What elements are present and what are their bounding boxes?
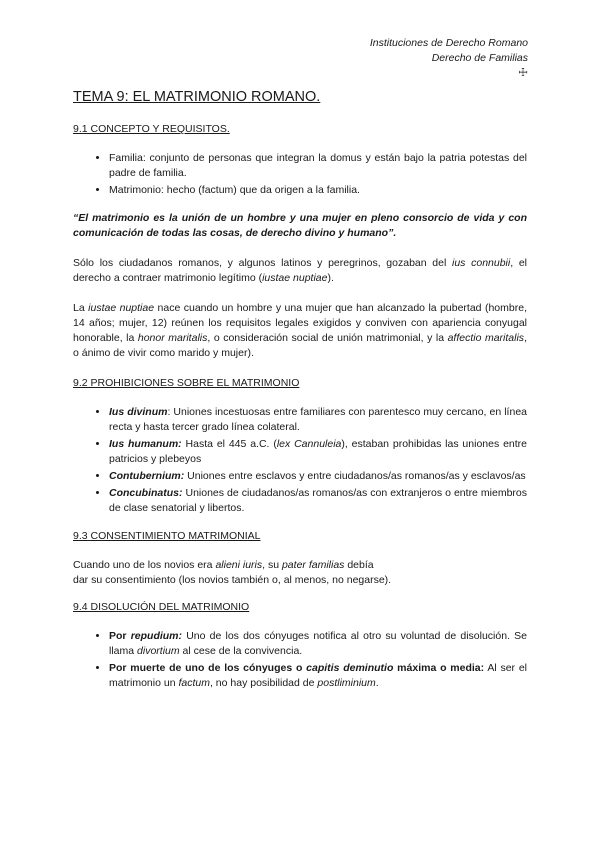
term-ius-connubii: ius connubii: [451, 257, 511, 269]
text-run: Uniones incestuosas entre familiares con parentesco muy cercano, en línea recta y hasta tercer grado línea colateral.: [109, 406, 527, 433]
bullet-list-prohibitions: [73, 405, 527, 516]
cross-icon: ☩: [518, 67, 528, 79]
term-alieni-iuris: alieni iuris: [215, 559, 263, 571]
section-heading-9-1: 9.1 CONCEPTO Y REQUISITOS.: [73, 123, 230, 135]
text-run: Hasta el 445 a.C. (: [185, 438, 277, 450]
text-run: al cese de la convivencia.: [179, 645, 303, 657]
term-affectio-maritalis: affectio maritalis: [447, 332, 525, 344]
text-run: , o ánimo de vivir como marido y mujer).: [73, 332, 527, 359]
text-run: Al ser el matrimonio un: [109, 662, 528, 689]
list-item-contubernium: [109, 469, 527, 484]
term-honor-maritalis: honor maritalis: [137, 332, 208, 344]
text-run: dar su consentimiento (los novios también o, al menos, no negarse).: [73, 574, 392, 586]
term-contubernium: Contubernium:: [109, 470, 185, 482]
text-run: Uno de los dos cónyuges notifica al otro su voluntad de disolución. Se llama: [109, 630, 528, 657]
section-heading-9-4: 9.4 DISOLUCIÓN DEL MATRIMONIO: [73, 601, 250, 613]
page-header: [370, 36, 528, 80]
page-title: TEMA 9: EL MATRIMONIO ROMANO.: [73, 89, 321, 105]
text-run: , el derecho a contraer matrimonio legítimo (: [73, 257, 527, 284]
paragraph-ius-connubii: [73, 256, 527, 286]
document-body: [73, 88, 527, 704]
bullet-list-definitions: [73, 151, 527, 198]
text-run: , no hay posibilidad de: [209, 677, 318, 689]
header-subject: Derecho de Familias: [431, 52, 528, 64]
text-run: ).: [327, 272, 334, 284]
text-run: Sólo los ciudadanos romanos, y algunos latinos y peregrinos, gozaban del: [73, 257, 452, 269]
text-run: Cuando uno de los novios era: [73, 559, 216, 571]
term-concubinatus: Concubinatus:: [109, 487, 183, 499]
section-heading-9-3: 9.3 CONSENTIMIENTO MATRIMONIAL: [73, 530, 261, 542]
list-item-matrimonio: • Matrimonio: hecho (factum) que da origen a la familia.: [109, 183, 527, 198]
list-item-muerte: [109, 661, 527, 691]
text-run: máxima o media:: [393, 662, 485, 674]
list-item-ius-humanum: [109, 437, 527, 467]
text-run: :: [167, 406, 174, 418]
text-run: Uniones entre esclavos y entre ciudadanos/as romanos/as y esclavos/as: [187, 470, 526, 482]
paragraph-consentimiento: [73, 558, 527, 588]
text-run: Uniones de ciudadanos/as romanos/as con extranjeros o entre miembros de clase senatorial y libertos.: [109, 487, 527, 514]
text-run: Por muerte de uno de los cónyuges o: [109, 662, 307, 674]
text-run: ), estaban prohibidas las uniones entre patricios y plebeyos: [109, 438, 527, 465]
term-capitis-deminutio: capitis deminutio: [306, 662, 394, 674]
term-postliminium: postliminium: [317, 677, 376, 689]
text-run: debía: [344, 559, 374, 571]
term-divortium: divortium: [137, 645, 180, 657]
list-item-concubinatus: [109, 486, 527, 516]
text-run: , o consideración social de unión matrimonial, y la: [207, 332, 448, 344]
term-iustae-nuptiae: iustae nuptiae: [262, 272, 328, 284]
list-item-familia: • Familia: conjunto de personas que integran la domus y están bajo la patria potestas del padre de familia.: [109, 151, 527, 181]
term-factum: factum: [178, 677, 210, 689]
text-run: , su: [262, 559, 282, 571]
header-course: Instituciones de Derecho Romano: [369, 37, 528, 49]
list-item-ius-divinum: [109, 405, 527, 435]
section-heading-9-2: 9.2 PROHIBICIONES SOBRE EL MATRIMONIO: [73, 377, 300, 389]
text-run: nace cuando un hombre y una mujer que han alcanzado la pubertad (hombre, 14 años; mujer, 12) reúnen los requisitos legales exigidos y conviven con apariencia conyugal honorable, la: [73, 302, 527, 344]
text-run: Por: [109, 630, 131, 642]
text-run: La: [73, 302, 89, 314]
paragraph-iustae-nuptiae: [73, 301, 527, 361]
term-repudium: repudium:: [130, 630, 183, 642]
bullet-list-disolucion: [73, 629, 527, 691]
text-run: .: [375, 677, 379, 689]
list-item-repudium: [109, 629, 527, 659]
term-ius-humanum: Ius humanum:: [109, 438, 182, 450]
term-lex-cannuleia: lex Cannuleia: [276, 438, 342, 450]
term-iustae-nuptiae: iustae nuptiae: [88, 302, 155, 314]
term-pater-familias: pater familias: [281, 559, 345, 571]
term-ius-divinum: Ius divinum: [109, 406, 168, 418]
definition-quote: “El matrimonio es la unión de un hombre y una mujer en pleno consorcio de vida y con comunicación de todas las cosas, de derecho divino y humano”.: [73, 212, 527, 239]
